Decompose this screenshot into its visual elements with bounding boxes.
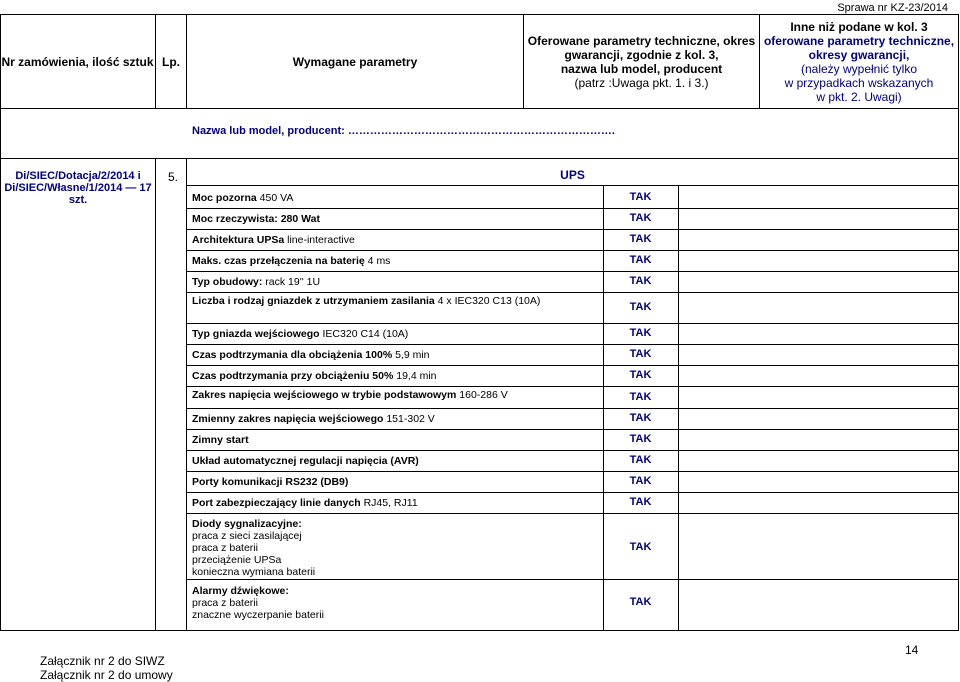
footer-attachment: Załącznik nr 2 do SIWZ Załącznik nr 2 do umowy bbox=[40, 654, 173, 682]
spec-item-value: rack 19'' 1U bbox=[262, 276, 321, 288]
spec-item-value: 5,9 min bbox=[392, 349, 430, 361]
spec-item-value: 19,4 min bbox=[393, 370, 437, 382]
spec-item-label: Zimny start bbox=[192, 434, 249, 446]
diodes-answer: TAK bbox=[629, 541, 652, 553]
page-number: 14 bbox=[905, 643, 919, 657]
spec-item-answer: TAK bbox=[629, 212, 652, 224]
row-divider bbox=[186, 292, 959, 293]
spec-item bbox=[192, 349, 602, 361]
spec-item bbox=[192, 295, 602, 307]
row-divider bbox=[186, 271, 959, 272]
row-divider bbox=[186, 408, 959, 409]
spec-item bbox=[192, 213, 602, 225]
spec-item-answer: TAK bbox=[629, 412, 652, 424]
spec-item-value: RJ45, RJ11 bbox=[360, 497, 418, 509]
row-divider bbox=[186, 208, 959, 209]
header-other-params-column: Inne niż podane w kol. 3 oferowane parametry techniczne, okresy gwarancji, (należy wypełnić tylko w przypadkach wskazanych w pkt. 2. Uwagi) bbox=[763, 19, 955, 104]
spec-item-label: Czas podtrzymania dla obciążenia 100% bbox=[192, 349, 393, 361]
spec-item-answer: TAK bbox=[629, 454, 652, 466]
spec-item-label: Porty komunikacji RS232 (DB9) bbox=[192, 476, 349, 488]
row-divider bbox=[186, 250, 959, 251]
row-divider bbox=[186, 429, 959, 430]
spec-item-answer: TAK bbox=[629, 301, 652, 313]
spec-item bbox=[192, 389, 602, 401]
spec-item bbox=[192, 192, 602, 204]
row-divider bbox=[186, 579, 959, 580]
spec-item-answer: TAK bbox=[629, 496, 652, 508]
spec-item-label: Liczba i rodzaj gniazdek z utrzymaniem zasilania bbox=[192, 295, 435, 307]
row-divider bbox=[186, 492, 959, 493]
spec-item-label: Typ gniazda wejściowego bbox=[192, 328, 320, 340]
spec-item bbox=[192, 234, 602, 246]
spec-item bbox=[192, 328, 602, 340]
spec-item-label: Układ automatycznej regulacji napięcia (AVR) bbox=[192, 455, 419, 467]
spec-item-label: Typ obudowy: bbox=[192, 276, 263, 288]
row-divider bbox=[186, 365, 959, 366]
spec-item-answer: TAK bbox=[629, 391, 652, 403]
spec-item-value: line-interactive bbox=[284, 234, 355, 246]
body-divider bbox=[155, 158, 156, 631]
spec-item bbox=[192, 434, 602, 446]
header-required-params-column: Wymagane parametry bbox=[292, 54, 418, 69]
spec-item-label: Maks. czas przełączenia na baterię bbox=[192, 255, 365, 267]
section-title: UPS bbox=[560, 168, 585, 182]
order-number: Di/SIEC/Dotacja/2/2014 i Di/SIEC/Własne/1/2014 — 17 szt. bbox=[4, 170, 152, 206]
spec-item-label: Zakres napięcia wejściowego w trybie podstawowym bbox=[192, 389, 457, 401]
row-divider bbox=[186, 229, 959, 230]
header-lp-column: Lp. bbox=[162, 54, 180, 69]
spec-item bbox=[192, 370, 602, 382]
spec-item-answer: TAK bbox=[629, 275, 652, 287]
spec-item-value: IEC320 C14 (10A) bbox=[319, 328, 409, 340]
spec-item-answer: TAK bbox=[629, 433, 652, 445]
spec-item-answer: TAK bbox=[629, 475, 652, 487]
spec-item-value: 450 VA bbox=[256, 192, 294, 204]
spec-item bbox=[192, 413, 602, 425]
alarms-spec: Alarmy dźwiękowe: praca z baterii znaczne wyczerpanie baterii bbox=[192, 585, 324, 621]
spec-item bbox=[192, 497, 602, 509]
spec-item bbox=[192, 476, 602, 488]
spec-item-label: Czas podtrzymania przy obciążeniu 50% bbox=[192, 370, 394, 382]
model-producent-line: Nazwa lub model, producent: ………………………………………………………………. bbox=[192, 125, 615, 137]
spec-item-answer: TAK bbox=[629, 369, 652, 381]
case-reference: Sprawa nr KZ-23/2014 bbox=[837, 2, 948, 14]
row-divider bbox=[186, 513, 959, 514]
spec-item-value: 4 x IEC320 C13 (10A) bbox=[434, 295, 541, 307]
row-divider bbox=[186, 344, 959, 345]
spec-item-answer: TAK bbox=[629, 233, 652, 245]
header-bottom-border bbox=[0, 108, 959, 109]
spec-item-label: Architektura UPSa bbox=[192, 234, 285, 246]
spec-item-answer: TAK bbox=[629, 348, 652, 360]
model-row-bottom-border bbox=[0, 158, 959, 159]
spec-item-label: Port zabezpieczający linie danych bbox=[192, 497, 361, 509]
alarms-answer: TAK bbox=[629, 596, 652, 608]
spec-item-value: 160-286 V bbox=[456, 389, 508, 401]
spec-item bbox=[192, 455, 602, 467]
spec-item-label: Zmienny zakres napięcia wejściowego bbox=[192, 413, 384, 425]
header-offered-params-column: Oferowane parametry techniczne, okres gwarancji, zgodnie z kol. 3, nazwa lub model, producent (patrz :Uwaga pkt. 1. i 3.) bbox=[527, 33, 756, 90]
row-divider bbox=[186, 386, 959, 387]
spec-item-answer: TAK bbox=[629, 327, 652, 339]
header-order-column: Nr zamówienia, ilość sztuk bbox=[1, 54, 154, 69]
spec-item-label: Moc rzeczywista: 280 Wat bbox=[192, 213, 320, 225]
spec-item-answer: TAK bbox=[629, 191, 652, 203]
section-title-divider bbox=[186, 185, 959, 186]
table-bottom-border bbox=[0, 630, 959, 631]
spec-item-value: 4 ms bbox=[364, 255, 391, 267]
spec-item bbox=[192, 255, 602, 267]
row-divider bbox=[186, 323, 959, 324]
row-divider bbox=[186, 450, 959, 451]
lp-number: 5. bbox=[168, 170, 179, 184]
spec-item-label: Moc pozorna bbox=[192, 192, 257, 204]
spec-item-value: 151-302 V bbox=[383, 413, 435, 425]
spec-item bbox=[192, 276, 602, 288]
diodes-spec: Diody sygnalizacyjne: praca z sieci zasilającej praca z baterii przeciążenie UPSa konieczna wymiana baterii bbox=[192, 518, 316, 578]
spec-item-answer: TAK bbox=[629, 254, 652, 266]
row-divider bbox=[186, 471, 959, 472]
